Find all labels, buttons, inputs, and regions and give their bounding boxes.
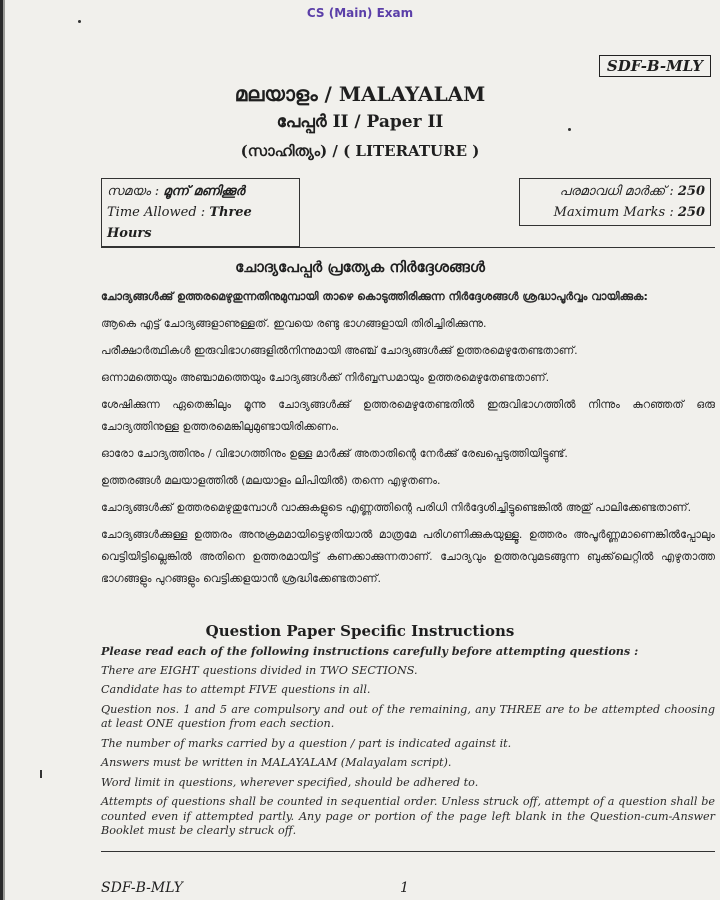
paper-number: പേപ്പർ II / Paper II [276,112,444,132]
en-instruction: There are EIGHT questions divided in TWO SECTIONS. [101,663,418,677]
footer-paper-code: SDF-B-MLY [101,880,183,896]
subject-title: മലയാളം / MALAYALAM [234,82,486,106]
time-ml-label: സമയം : [107,184,164,199]
ml-instruction: ഒന്നാമത്തെയും അഞ്ചാമത്തെയും ചോദ്യങ്ങൾക്ക് നിർബ്ബന്ധമായും ഉത്തരമെഴുതേണ്ടതാണ്. [101,371,550,384]
ml-instruction: ചോദ്യങ്ങൾക്കു് ഉത്തരമെഴുതുന്നതിനുമുമ്പായി താഴെ കൊടുത്തിരിക്കുന്ന നിർദ്ദേശങ്ങൾ ശ്രദ്ധാപൂർവ്വം വായിക്കുക: [101,290,648,303]
paper-section: (സാഹിത്യം) / ( LITERATURE ) [240,142,480,160]
en-instruction: Candidate has to attempt FIVE questions in all. [101,683,371,696]
time-en-line [107,202,294,244]
paper-code-box: SDF-B-MLY [599,55,711,77]
en-instruction: Attempts of questions shall be counted in sequential order. Unless struck off, attempt of a question shall be counted even if attempted partly. Any page or portion of the page left blank in the Question-cum-Answer Booklet must be clearly struck off. [101,795,715,837]
en-instruction: Answers must be written in MALAYALAM (Malayalam script). [101,756,452,769]
time-ml-line [107,181,294,202]
ml-instruction: ഓരോ ചോദ്യത്തിനും / വിഭാഗത്തിനും ഉള്ള മാർക്കു് അതാതിന്റെ നേർക്കു് രേഖപ്പെടുത്തിയിട്ടുണ്ട്. [101,447,568,460]
ml-instruction: ശേഷിക്കുന്ന ഏതെങ്കിലും മൂന്നു ചോദ്യങ്ങൾക്കു് ഉത്തരമെഴുതേണ്ടതിൽ ഇരുവിഭാഗത്തിൽ നിന്നും കുറഞ്ഞത് ഒരു ചോദ്യത്തിനുള്ള ഉത്തരമെങ്കിലുമുണ്ടായിരിക്കണം. [101,398,715,433]
ml-instruction: ചോദ്യങ്ങൾക്കുള്ള ഉത്തരം അനുക്രമമായിട്ടെഴുതിയാൽ മാത്രമേ പരിഗണിക്കുകയുള്ളൂ. ഉത്തരം അപൂർണ്ണമാണെങ്കിൽപ്പോലും വെട്ടിയിട്ടില്ലെങ്കിൽ അതിനെ ഉത്തരമായിട്ട് കണക്കാക്കുന്നതാണ്. ചോദ്യവും ഉത്തരവുമടങ്ങുന്ന ബുക്ക്‌ലെറ്റിൽ എഴുതാത്ത ഭാഗങ്ങളും പുറങ്ങളും വെട്ടിക്കളയാൻ ശ്രദ്ധിക്കേണ്ടതാണ്. [101,528,715,585]
time-en-value: Three Hours [107,205,252,241]
scan-edge [0,0,10,900]
en-instruction: The number of marks carried by a question / part is indicated against it. [101,736,512,750]
scan-speck [40,770,42,778]
divider-top [101,247,715,248]
en-instruction: Question nos. 1 and 5 are compulsory and out of the remaining, any THREE are to be attempted choosing at least ONE question from each section. [101,702,715,730]
divider-bottom [101,851,715,852]
ml-instruction: ഉത്തരങ്ങൾ മലയാളത്തിൽ (മലയാളം ലിപിയിൽ) തന്നെ എഴുതണം. [101,474,441,487]
marks-en-line [525,202,705,223]
time-allowed-box [101,178,300,247]
english-instructions [101,644,715,844]
en-instruction: Word limit in questions, wherever specified, should be adhered to. [101,775,479,789]
marks-ml-label: പരമാവധി മാർക്ക് : [559,184,678,199]
ml-instruction: ആകെ എട്ട് ചോദ്യങ്ങളാണുള്ളത്. ഇവയെ രണ്ടു ഭാഗങ്ങളായി തിരിച്ചിരിക്കുന്നു. [101,317,487,330]
en-instruction: Please read each of the following instructions carefully before attempting questions : [101,644,639,658]
time-en-label: Time Allowed : [107,205,210,220]
english-instructions-heading: Question Paper Specific Instructions [205,622,515,640]
max-marks-box [519,178,711,226]
marks-ml-line [525,181,705,202]
marks-ml-value: 250 [677,184,705,199]
ml-instruction: ചോദ്യങ്ങൾക്ക് ഉത്തരമെഴുതുമ്പോൾ വാക്കുകളുടെ എണ്ണത്തിന്റെ പരിധി നിർദ്ദേശിച്ചിട്ടുണ്ടെങ്കിൽ അതു് പാലിക്കേണ്ടതാണ്. [101,501,692,514]
marks-en-label: Maximum Marks : [553,205,678,220]
malayalam-instructions [101,286,715,595]
time-ml-value: മൂന്ന് മണിക്കൂർ [163,184,245,199]
page-number: 1 [400,880,409,896]
ml-instruction: പരീക്ഷാർത്ഥികൾ ഇരുവിഭാഗങ്ങളിൽനിന്നുമായി അഞ്ച് ചോദ്യങ്ങൾക്കു് ഉത്തരമെഴുതേണ്ടതാണ്. [101,344,578,357]
exam-stamp: CS (Main) Exam [306,6,414,20]
malayalam-instructions-heading: ചോദ്യപേപ്പർ പ്രത്യേക നിർദ്ദേശങ്ങൾ [235,258,485,276]
scan-speck [78,20,81,23]
marks-en-value: 250 [677,205,705,220]
